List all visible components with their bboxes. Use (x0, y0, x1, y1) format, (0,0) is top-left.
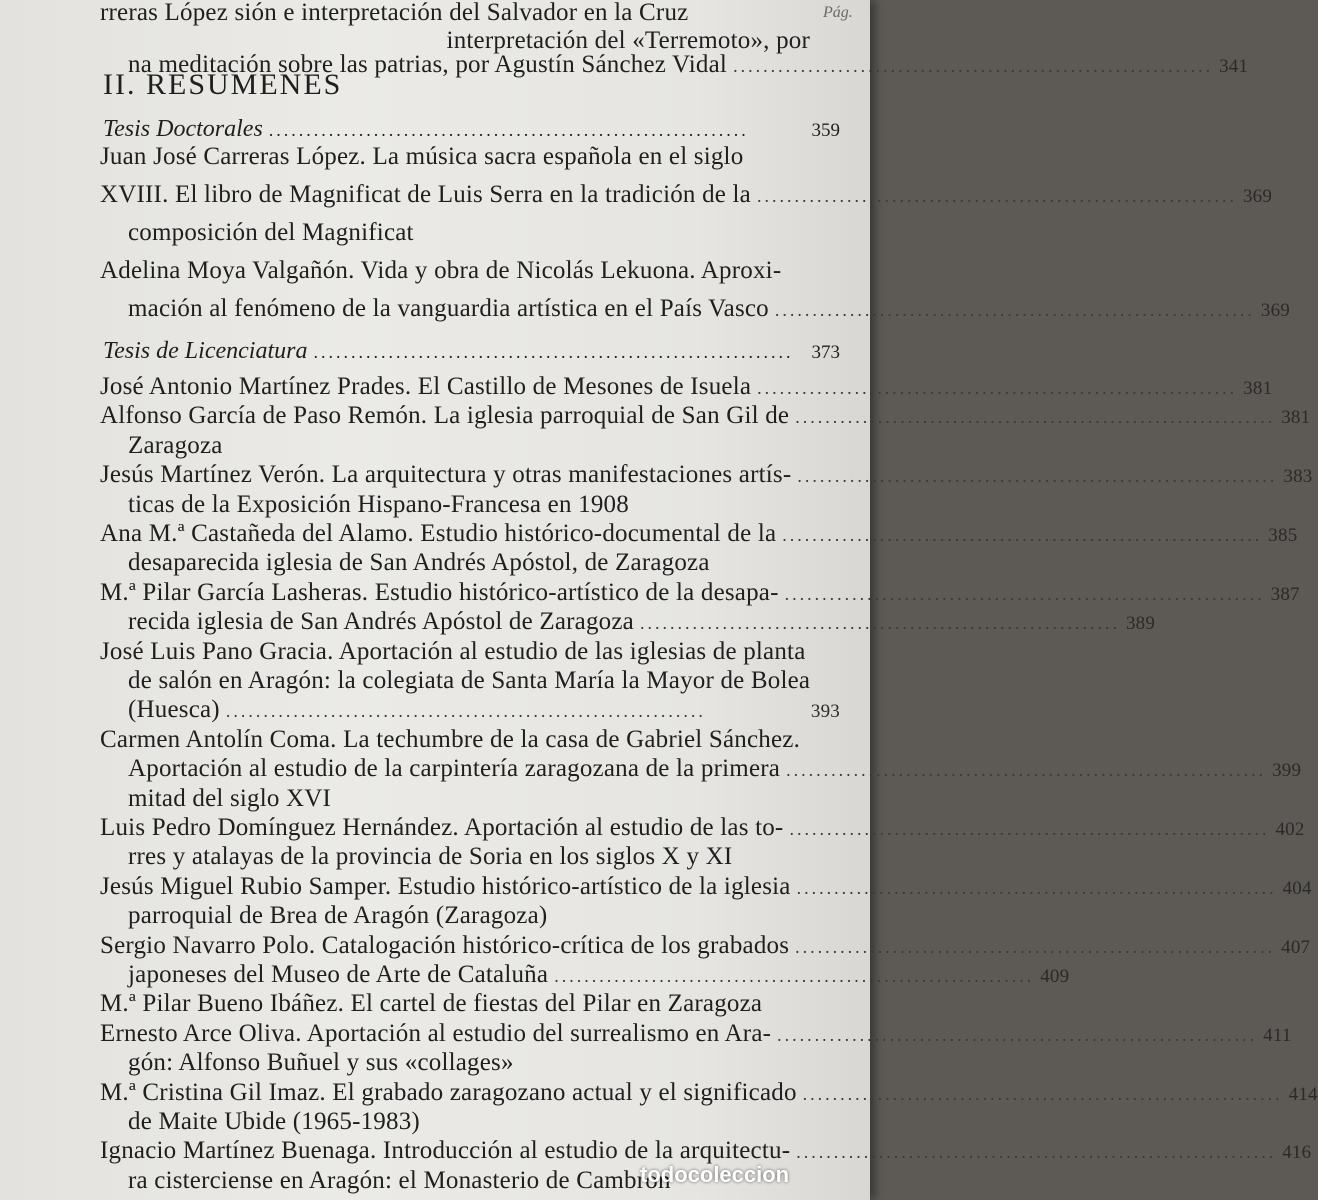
dot-leader: ................................................................ (782, 525, 1263, 545)
page-number: 387 (1270, 583, 1300, 605)
toc-entry-line (100, 931, 1311, 963)
toc-entry-text: de Maite Ubide (1965-1983) (128, 1108, 420, 1135)
page-number: 416 (1282, 1142, 1312, 1164)
toc-entry-text: japoneses del Museo de Arte de Cataluña (128, 961, 549, 988)
toc-line-top-1 (100, 0, 840, 28)
toc-line-text: na meditación sobre las patrias, por Agustín Sánchez Vidal (128, 51, 728, 78)
toc-entry-line (128, 607, 1156, 639)
toc-entry-text: parroquial de Brea de Aragón (Zaragoza) (128, 902, 548, 930)
toc-entry-text: Carmen Antolín Coma. La techumbre de la casa de Gabriel Sánchez. (100, 725, 801, 753)
toc-entry-text: Zaragoza (128, 431, 223, 459)
dot-leader: ................................................................ (789, 819, 1270, 839)
toc-entry-line (128, 1048, 840, 1078)
toc-entry-text: Sergio Navarro Polo. Catalogación histórico-crítica de los grabados (100, 931, 790, 959)
dot-leader: ................................................................ (225, 701, 706, 722)
page-number: 385 (1268, 525, 1298, 546)
toc-entry-line (128, 666, 840, 696)
toc-entry-text: rres y atalayas de la provincia de Soria en los siglos X y XI (128, 843, 733, 871)
subheading-tesis-licenciatura (103, 338, 840, 365)
toc-entry-line (100, 372, 1273, 404)
page-number: 341 (1219, 56, 1249, 77)
page-number: 402 (1275, 819, 1305, 840)
toc-entry-line (128, 294, 1290, 326)
toc-entry-line (100, 519, 1298, 551)
toc-entry-text: mitad del siglo XVI (128, 784, 332, 812)
dot-leader: ................................................................ (639, 613, 1120, 634)
page-number: 373 (811, 342, 840, 363)
toc-entry-line (100, 578, 1300, 610)
page-number: 407 (1281, 936, 1311, 958)
dot-leader: ................................................................ (554, 966, 1035, 986)
page-number: 381 (1243, 378, 1273, 399)
toc-entry-text: composición del Magnificat (128, 219, 414, 246)
watermark-logo: todocoleccion (640, 1162, 790, 1187)
toc-entry-text: XVIII. El libro de Magnificat de Luis Serra en la tradición de la (100, 181, 751, 208)
page-number: 369 (1260, 300, 1290, 321)
toc-entry-line (128, 431, 840, 461)
toc-entry-text: recida iglesia de San Andrés Apóstol de Zaragoza (128, 608, 634, 636)
page-number: 383 (1283, 466, 1313, 488)
dot-leader: ................................................................ (796, 1142, 1277, 1163)
page-column-label: Pág. (823, 4, 853, 21)
page-number: 411 (1263, 1024, 1292, 1046)
toc-entry-line (100, 637, 840, 667)
toc-entry-text: José Luis Pano Gracia. Aportación al estudio de las iglesias de planta (100, 637, 806, 665)
toc-entry-line (128, 901, 840, 931)
toc-entry-text: Alfonso García de Paso Remón. La iglesia parroquial de San Gil de (100, 402, 790, 430)
toc-entry-line (100, 142, 840, 172)
toc-entry-text: Ana M.ª Castañeda del Alamo. Estudio histórico-documental de la (100, 520, 777, 547)
toc-entry-line (128, 960, 1070, 992)
dot-leader: ................................................................ (777, 1024, 1258, 1045)
toc-line-text: rreras López sión e interpretación del Salvador en la Cruz (100, 0, 689, 26)
toc-entry-line (100, 872, 1312, 904)
toc-entry-line (100, 813, 1305, 845)
toc-entry-text: Jesús Martínez Verón. La arquitectura y otras manifestaciones artís- (100, 461, 792, 489)
dot-leader: ................................................................ (733, 56, 1214, 76)
dot-leader: ................................................................ (756, 186, 1237, 206)
toc-entry-line (128, 490, 840, 520)
dot-leader: ................................................................ (784, 583, 1265, 604)
toc-entry-text: Luis Pedro Domínguez Hernández. Aportación al estudio de las to- (100, 814, 784, 841)
toc-entry-line (100, 401, 1311, 433)
toc-entry-line (128, 1107, 840, 1137)
toc-entry-line (100, 1078, 1318, 1110)
page-number: 414 (1288, 1083, 1318, 1105)
toc-entry-text: Aportación al estudio de la carpintería zaragozana de la primera (128, 755, 781, 783)
dot-leader: ................................................................ (797, 466, 1278, 487)
toc-entry-line (128, 754, 1302, 786)
dot-leader: ................................................................ (795, 936, 1276, 957)
toc-entry-text: Juan José Carreras López. La música sacra española en el siglo (100, 143, 744, 170)
dot-leader: ................................................................ (268, 120, 749, 140)
toc-entry-line (100, 256, 840, 286)
subheading-text: Tesis de Licenciatura (103, 338, 308, 364)
dot-leader: ................................................................ (795, 407, 1276, 428)
toc-entry-text: Ignacio Martínez Buenaga. Introducción al estudio de la arquitectu- (100, 1137, 791, 1165)
section-title: II. RESUMENES (103, 68, 343, 101)
toc-entry-text: ticas de la Exposición Hispano-Francesa en 1908 (128, 490, 629, 518)
toc-entry-text: mación al fenómeno de la vanguardia artística en el País Vasco (128, 295, 769, 322)
page-number: 393 (810, 701, 840, 723)
toc-entry-text: gón: Alfonso Buñuel y sus «collages» (128, 1049, 514, 1077)
toc-entry-line (128, 695, 840, 727)
dot-leader: ................................................................ (802, 1083, 1283, 1104)
dot-leader: ................................................................ (313, 342, 794, 362)
toc-entry-text: M.ª Cristina Gil Imaz. El grabado zaragozano actual y el significado (100, 1078, 797, 1106)
dot-leader: ................................................................ (774, 300, 1255, 320)
page-number: 369 (1242, 186, 1273, 207)
dot-leader: ................................................................ (796, 877, 1277, 898)
toc-entry-text: ra cisterciense en Aragón: el Monasterio de Cambrón (128, 1166, 671, 1194)
toc-entry-line (100, 180, 1273, 212)
toc-entry-text: M.ª Pilar Bueno Ibáñez. El cartel de fiestas del Pilar en Zaragoza (100, 990, 763, 1018)
toc-entry-text: (Huesca) (128, 696, 220, 724)
dot-leader: ................................................................ (786, 760, 1267, 781)
toc-entry-text: José Antonio Martínez Prades. El Castillo de Mesones de Isuela (100, 373, 752, 400)
toc-entry-text: de salón en Aragón: la colegiata de Santa María la Mayor de Bolea (128, 667, 811, 694)
toc-entry-line (100, 1019, 1292, 1051)
toc-entry-text: M.ª Pilar García Lasheras. Estudio histórico-artístico de la desapa- (100, 578, 779, 606)
dot-leader: ................................................................ (757, 378, 1238, 398)
page-number: 404 (1282, 877, 1312, 899)
page-number: 409 (1040, 966, 1070, 987)
toc-entry-line (128, 218, 840, 248)
toc-entry-text: Jesús Miguel Rubio Samper. Estudio histórico-artístico de la iglesia (100, 872, 791, 900)
toc-entry-text: desaparecida iglesia de San Andrés Apóstol, de Zaragoza (128, 549, 710, 577)
toc-entry-line (128, 548, 840, 578)
toc-entry-line (100, 989, 840, 1019)
subheading-text: Tesis Doctorales (103, 116, 263, 142)
toc-entry-text: Ernesto Arce Oliva. Aportación al estudio del surrealismo en Ara- (100, 1019, 772, 1047)
page-number: 381 (1281, 407, 1311, 429)
toc-entry-line (100, 460, 1313, 492)
subheading-tesis-doctorales (103, 116, 840, 143)
page-number: 389 (1125, 613, 1156, 635)
page-number: 399 (1272, 760, 1302, 782)
toc-line-text: interpretación del «Terremoto», por (446, 27, 810, 54)
page-number: 359 (811, 120, 840, 141)
toc-entry-text: Adelina Moya Valgañón. Vida y obra de Nicolás Lekuona. Aproxi- (100, 257, 782, 284)
toc-entry-line (128, 784, 840, 814)
toc-entry-line (128, 842, 840, 872)
toc-entry-line (100, 725, 840, 755)
